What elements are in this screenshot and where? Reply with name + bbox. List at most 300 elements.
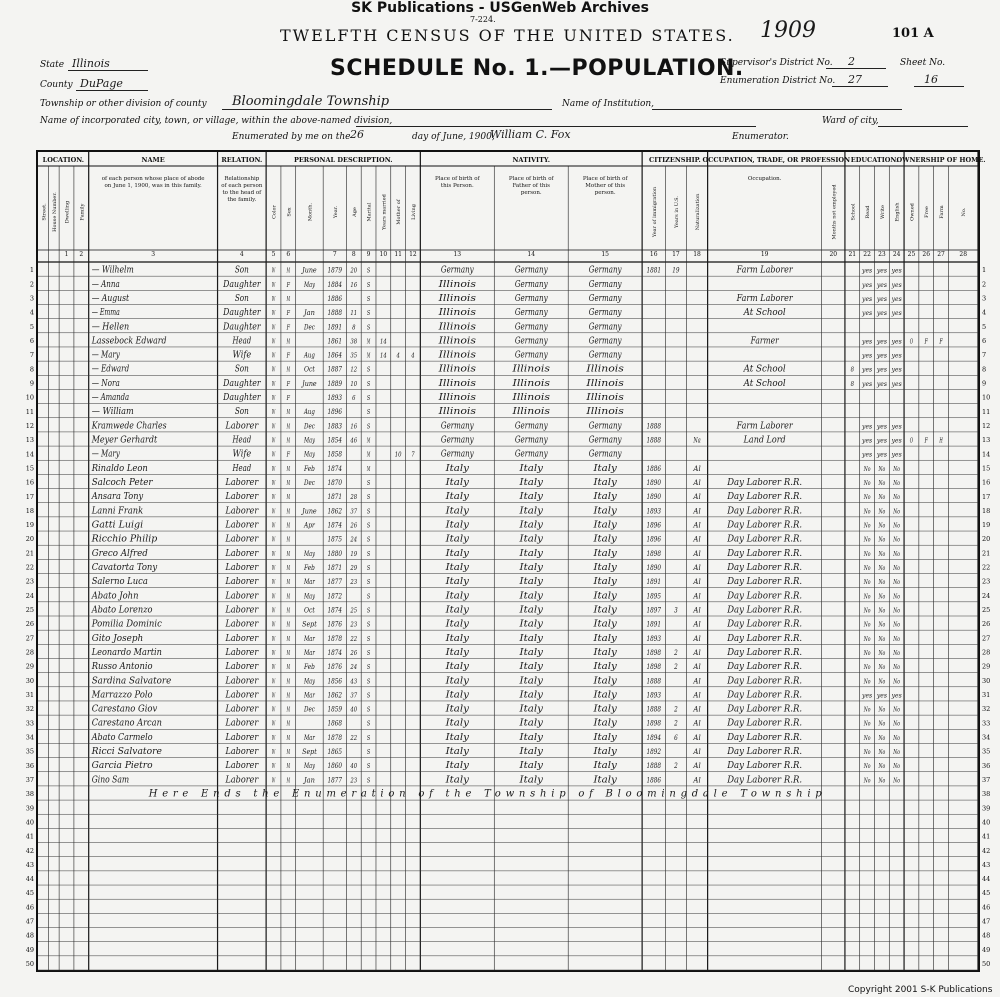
column-label: Place of birth of	[582, 176, 628, 182]
table-cell: Al	[692, 521, 701, 530]
line-number: 33	[982, 719, 991, 728]
table-cell: Italy	[444, 548, 471, 559]
table-cell: W	[271, 578, 276, 587]
group-label: OWNERSHIP OF HOME.	[896, 156, 986, 164]
table-cell: 6	[352, 394, 356, 403]
table-cell: Day Laborer R.R.	[726, 619, 803, 630]
table-cell: S	[366, 620, 371, 629]
table-cell: 1886	[327, 294, 343, 303]
column-number: 16	[649, 251, 658, 258]
table-cell: 2	[673, 762, 679, 771]
table-cell: W	[271, 408, 276, 417]
table-cell: 23	[349, 776, 358, 785]
table-cell: 1896	[327, 408, 343, 417]
table-cell: 1893	[646, 634, 662, 643]
group-label: OCCUPATION, TRADE, OR PROFESSION	[702, 156, 851, 164]
column-label: Owned	[909, 203, 916, 221]
table-cell: 12	[350, 365, 358, 374]
line-number: 29	[982, 662, 991, 671]
line-number: 30	[982, 676, 991, 685]
column-number: 18	[693, 251, 701, 258]
table-cell: Italy	[518, 591, 544, 602]
table-cell: Daughter	[222, 322, 262, 333]
table-cell: Italy	[444, 619, 471, 630]
line-number: 24	[25, 591, 34, 600]
table-cell: yes	[875, 436, 888, 445]
line-number: 21	[25, 549, 34, 558]
table-cell: No	[892, 762, 901, 771]
column-number: 1	[64, 251, 69, 258]
table-cell: Italy	[592, 478, 618, 489]
column-label: this Person.	[440, 183, 474, 189]
table-cell: Laborer	[224, 690, 259, 701]
table-cell: Farm Laborer	[735, 293, 794, 304]
table-cell: Italy	[518, 520, 544, 531]
table-cell: Lanni Frank	[90, 506, 144, 517]
table-cell: 1890	[646, 479, 662, 488]
table-cell: No	[892, 578, 901, 587]
table-cell: yes	[890, 294, 903, 303]
line-number: 42	[982, 846, 991, 855]
table-cell: No	[892, 748, 901, 757]
column-number: 21	[848, 251, 857, 258]
line-number: 35	[25, 747, 34, 756]
table-cell: F	[285, 394, 291, 403]
table-cell: M	[286, 549, 291, 558]
table-cell: Italy	[592, 633, 618, 644]
table-cell: 19	[350, 549, 358, 558]
table-cell: No	[892, 507, 901, 516]
table-cell: Italy	[518, 548, 544, 559]
table-cell: Germany	[440, 449, 475, 460]
table-cell: W	[271, 450, 276, 459]
table-cell: Italy	[592, 605, 618, 616]
line-number: 14	[982, 450, 991, 459]
table-cell: 1888	[327, 309, 343, 318]
table-cell: W	[271, 422, 276, 431]
table-cell: Daughter	[222, 308, 262, 319]
table-cell: M	[366, 351, 371, 360]
table-cell: W	[271, 549, 276, 558]
table-cell: No	[863, 521, 871, 530]
table-cell: No	[863, 634, 871, 643]
source-banner: SK Publications - USGenWeb Archives	[351, 0, 649, 16]
table-cell: Italy	[592, 747, 618, 758]
line-number: 12	[25, 421, 34, 430]
table-cell: No	[892, 606, 901, 615]
table-cell: May	[303, 592, 316, 601]
line-number: 38	[982, 790, 991, 799]
table-cell: Italy	[592, 463, 618, 474]
line-number: 22	[982, 563, 991, 572]
table-cell: S	[366, 379, 371, 388]
table-cell: Italy	[518, 775, 544, 786]
table-cell: W	[271, 394, 276, 403]
table-cell: yes	[890, 365, 903, 374]
group-label: NAME	[141, 156, 165, 164]
column-label: Dwelling	[64, 200, 71, 224]
table-cell: M	[286, 479, 291, 488]
table-cell: S	[366, 309, 371, 318]
line-number: 34	[25, 733, 34, 742]
table-cell: F	[285, 309, 291, 318]
table-cell: Daughter	[222, 279, 262, 290]
table-cell: No	[863, 493, 871, 502]
line-number: 31	[25, 690, 34, 699]
table-cell: yes	[861, 280, 873, 289]
table-cell: W	[271, 351, 276, 360]
table-cell: Italy	[592, 548, 618, 559]
table-cell: 1877	[327, 776, 343, 785]
line-number: 36	[25, 761, 34, 770]
column-label: Family	[79, 203, 86, 221]
table-cell: Salerno Luca	[91, 577, 148, 588]
table-cell: Illinois	[437, 407, 477, 418]
table-cell: Illinois	[437, 393, 477, 404]
table-cell: yes	[861, 351, 873, 360]
table-cell: 1898	[646, 549, 662, 558]
table-cell: 1898	[646, 648, 662, 657]
table-cell: Germany	[588, 293, 623, 304]
table-cell: yes	[890, 691, 903, 700]
institution-label: Name of Institution,	[562, 99, 655, 109]
line-number: 43	[25, 860, 34, 869]
table-cell: 2	[673, 663, 679, 672]
table-cell: 6	[674, 733, 679, 742]
table-cell: Italy	[444, 732, 471, 743]
table-cell: Italy	[518, 732, 544, 743]
table-cell: Germany	[514, 265, 549, 276]
table-cell: 24	[349, 535, 358, 544]
table-cell: Italy	[518, 534, 544, 545]
table-cell: Laborer	[224, 478, 259, 489]
table-cell: M	[366, 464, 371, 473]
table-cell: Laborer	[224, 577, 259, 588]
table-cell: Italy	[518, 662, 544, 673]
table-cell: No	[863, 464, 871, 473]
table-cell: Laborer	[224, 534, 259, 545]
table-cell: No	[863, 776, 871, 785]
table-cell: W	[271, 493, 276, 502]
table-cell: Al	[692, 648, 701, 657]
column-label: to the head of	[222, 190, 262, 196]
table-cell: S	[366, 493, 371, 502]
table-cell: W	[271, 606, 276, 615]
table-cell: yes	[861, 294, 873, 303]
table-cell: Laborer	[224, 520, 259, 531]
column-number: 15	[601, 251, 609, 258]
table-cell: No	[877, 663, 886, 672]
table-cell: M	[286, 733, 291, 742]
table-cell: Italy	[518, 463, 544, 474]
column-number: 11	[394, 251, 402, 258]
column-label: Years in U.S.	[673, 196, 680, 228]
table-cell: S	[366, 294, 371, 303]
table-cell: Al	[692, 493, 701, 502]
table-cell: No	[892, 648, 901, 657]
table-cell: M	[286, 365, 291, 374]
table-cell: 8	[850, 379, 855, 388]
table-cell: yes	[861, 379, 873, 388]
table-cell: M	[286, 592, 291, 601]
enumeration-district-value: 27	[848, 73, 862, 86]
table-cell: Al	[692, 563, 701, 572]
column-number: 23	[878, 251, 886, 258]
table-cell: No	[877, 606, 886, 615]
table-cell: Germany	[588, 449, 623, 460]
line-number: 50	[982, 960, 991, 969]
table-cell: No	[863, 663, 871, 672]
line-number: 37	[982, 775, 991, 784]
table-cell: Germany	[514, 421, 549, 432]
table-cell: No	[863, 606, 871, 615]
line-number: 9	[982, 379, 987, 388]
table-cell: W	[271, 691, 276, 700]
line-number: 12	[982, 421, 991, 430]
table-cell: Italy	[518, 562, 544, 573]
column-number: 14	[527, 251, 536, 258]
table-cell: No	[863, 549, 871, 558]
table-cell: W	[271, 705, 276, 714]
table-cell: W	[271, 309, 276, 318]
city-label: Name of incorporated city, town, or village, within the above-named division,	[40, 116, 393, 126]
column-number: 27	[937, 251, 945, 258]
column-label: Color	[271, 205, 278, 219]
table-cell: June	[300, 266, 317, 275]
column-label: Sex	[286, 207, 293, 217]
table-cell: Salcoch Peter	[91, 478, 154, 489]
line-number: 40	[25, 818, 34, 827]
line-number: 25	[982, 606, 991, 615]
table-cell: Italy	[592, 591, 618, 602]
column-label: House Number.	[51, 192, 58, 232]
table-cell: No	[892, 535, 901, 544]
line-number: 10	[982, 393, 991, 402]
table-cell: yes	[890, 422, 903, 431]
table-cell: May	[303, 450, 316, 459]
table-cell: 1876	[327, 663, 343, 672]
column-label: Months not employed	[831, 184, 838, 240]
line-number: 48	[25, 931, 34, 940]
table-cell: 1884	[327, 280, 343, 289]
table-cell: Day Laborer R.R.	[726, 747, 803, 758]
table-cell: Gino Sam	[91, 775, 130, 786]
table-cell: Italy	[592, 704, 618, 715]
table-cell: 1874	[327, 464, 343, 473]
table-cell: 25	[349, 606, 358, 615]
line-number: 44	[982, 875, 991, 884]
table-cell: M	[286, 691, 291, 700]
day-of-label: day of June, 1900,	[412, 132, 495, 142]
line-number: 43	[982, 860, 991, 869]
table-cell: Illinois	[511, 393, 551, 404]
table-cell: Illinois	[437, 322, 477, 333]
state-label: State	[40, 60, 65, 70]
census-title: TWELFTH CENSUS OF THE UNITED STATES.	[280, 26, 735, 45]
table-cell: 1886	[646, 776, 662, 785]
column-label: on June 1, 1900, was in this family.	[104, 183, 202, 189]
table-cell: Italy	[518, 577, 544, 588]
table-cell: Laborer	[224, 633, 259, 644]
table-cell: Daughter	[222, 378, 262, 389]
table-cell: Germany	[588, 350, 623, 361]
line-number: 6	[982, 336, 987, 345]
table-cell: Al	[692, 691, 701, 700]
line-number: 28	[982, 648, 991, 657]
table-cell: Day Laborer R.R.	[726, 633, 803, 644]
column-label: Naturalization	[695, 193, 702, 231]
township-value: Bloomingdale Township	[232, 94, 390, 109]
table-cell: F	[285, 280, 291, 289]
table-cell: Germany	[514, 279, 549, 290]
table-cell: Illinois	[585, 378, 625, 389]
table-cell: Italy	[592, 775, 618, 786]
table-cell: No	[892, 677, 901, 686]
table-cell: No	[863, 535, 871, 544]
table-cell: Carestano Giov	[91, 704, 158, 715]
enumerator-label: Enumerator.	[732, 132, 789, 142]
table-cell: No	[892, 479, 901, 488]
closing-note: Here Ends the Enumeration of the Township of Bloomingdale Township	[148, 788, 822, 800]
line-number: 41	[982, 832, 991, 841]
table-cell: 1879	[327, 266, 343, 275]
table-cell: 16	[350, 422, 358, 431]
table-cell: Italy	[518, 718, 544, 729]
table-cell: Italy	[444, 562, 471, 573]
table-cell: S	[366, 592, 371, 601]
table-cell: Italy	[518, 492, 544, 503]
column-number: 25	[907, 251, 916, 258]
table-cell: S	[366, 705, 371, 714]
column-label: Marital	[366, 202, 373, 222]
group-label: RELATION.	[221, 156, 263, 164]
table-cell: O	[909, 337, 914, 346]
table-cell: 38	[350, 337, 358, 346]
table-cell: Italy	[592, 662, 618, 673]
line-number: 27	[982, 634, 991, 643]
table-cell: 1887	[327, 365, 343, 374]
table-cell: Mar	[303, 578, 316, 587]
table-cell: At School	[742, 364, 786, 375]
line-number: 14	[25, 450, 34, 459]
table-cell: 1854	[327, 436, 343, 445]
line-number: 13	[982, 436, 991, 445]
table-cell: Farmer	[749, 336, 780, 347]
table-cell: Laborer	[224, 591, 259, 602]
table-cell: 1888	[646, 677, 662, 686]
table-cell: Pomilia Dominic	[90, 619, 162, 630]
column-number: 9	[366, 251, 371, 258]
table-cell: M	[286, 507, 291, 516]
table-cell: 1895	[646, 592, 662, 601]
line-number: 20	[25, 535, 34, 544]
table-cell: W	[271, 280, 276, 289]
column-label: Month.	[307, 202, 314, 222]
table-cell: 1874	[327, 648, 343, 657]
table-cell: S	[366, 748, 371, 757]
table-cell: Italy	[444, 761, 471, 772]
table-cell: W	[271, 323, 276, 332]
table-cell: No	[877, 507, 886, 516]
table-cell: June	[300, 507, 317, 516]
line-number: 26	[25, 620, 34, 629]
line-number: 23	[25, 577, 34, 586]
table-cell: Italy	[592, 676, 618, 687]
table-cell: Son	[234, 293, 250, 304]
column-label: English	[894, 202, 901, 222]
table-cell: M	[366, 436, 371, 445]
table-cell: Al	[692, 634, 701, 643]
table-cell: Illinois	[437, 308, 477, 319]
table-cell: W	[271, 620, 276, 629]
table-cell: 46	[349, 436, 358, 445]
table-cell: Germany	[588, 279, 623, 290]
table-cell: Al	[692, 748, 701, 757]
table-cell: Laborer	[224, 676, 259, 687]
line-number: 11	[25, 407, 34, 416]
line-number: 46	[25, 903, 34, 912]
table-cell: Al	[692, 464, 701, 473]
line-number: 23	[982, 577, 991, 586]
table-cell: No	[863, 620, 871, 629]
table-cell: Oct	[303, 606, 316, 615]
table-cell: Germany	[588, 322, 623, 333]
column-label: Write	[879, 205, 886, 219]
table-cell: No	[877, 464, 886, 473]
table-cell: Mar	[303, 733, 316, 742]
table-cell: 24	[349, 663, 358, 672]
line-number: 2	[29, 280, 34, 289]
table-cell: Head	[231, 336, 252, 347]
table-cell: 1862	[327, 507, 343, 516]
enumerated-by-label: Enumerated by me on the	[232, 132, 351, 142]
sheet-code: 101 A	[892, 26, 934, 41]
table-cell: Al	[692, 677, 701, 686]
table-cell: M	[286, 578, 291, 587]
table-cell: No	[877, 592, 886, 601]
table-cell: Day Laborer R.R.	[726, 704, 803, 715]
sheet-no-label: Sheet No.	[900, 58, 946, 68]
table-cell: S	[366, 479, 371, 488]
table-cell: Dec	[303, 479, 315, 488]
table-cell: M	[286, 464, 291, 473]
table-cell: yes	[875, 365, 888, 374]
table-cell: No	[892, 663, 901, 672]
table-cell: No	[892, 563, 901, 572]
table-cell: S	[366, 408, 371, 417]
line-number: 50	[25, 960, 34, 969]
table-cell: No	[877, 535, 886, 544]
table-cell: 40	[349, 762, 358, 771]
table-cell: No	[877, 521, 886, 530]
table-cell: Aug	[303, 408, 316, 417]
table-cell: Italy	[592, 761, 618, 772]
table-cell: Cavatorta Tony	[91, 562, 159, 573]
line-number: 48	[982, 931, 991, 940]
table-cell: No	[863, 479, 871, 488]
table-cell: yes	[890, 450, 903, 459]
table-cell: M	[286, 436, 291, 445]
table-cell: Day Laborer R.R.	[726, 775, 803, 786]
table-cell: Italy	[444, 676, 471, 687]
line-number: 39	[982, 804, 991, 813]
table-cell: S	[366, 266, 371, 275]
table-cell: 1880	[327, 549, 343, 558]
table-cell: W	[271, 719, 276, 728]
table-cell: Sept	[302, 748, 317, 757]
line-number: 19	[982, 521, 991, 530]
table-cell: 14	[379, 337, 387, 346]
